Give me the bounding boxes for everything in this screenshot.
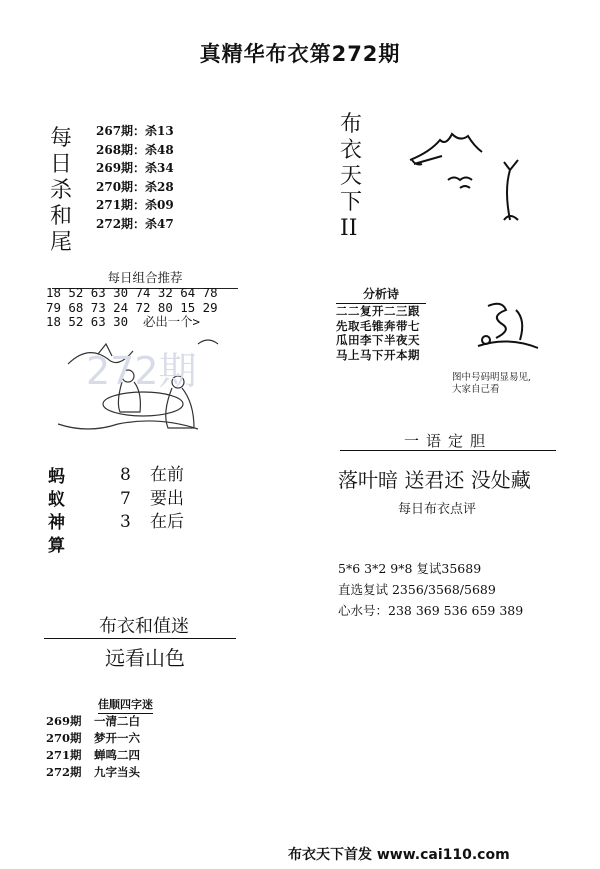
- yi-yu-value: 落叶暗 送君还 没处藏: [338, 468, 531, 492]
- list-item: 269期：杀34: [96, 161, 174, 176]
- figure-illustration: [38, 324, 248, 444]
- list-item: 271期：杀09: [96, 198, 174, 213]
- list-item: 269期 一清二白: [46, 714, 140, 728]
- kill-tail-list: [96, 122, 174, 234]
- he-zhi-value: 远看山色: [105, 646, 185, 670]
- combo-heading: 每日组合推荐: [52, 268, 238, 289]
- list-item: 272期：杀47: [96, 216, 174, 231]
- yi-yu-heading: 一语定胆: [403, 432, 492, 450]
- four-char-heading: 佳顺四字迷: [98, 696, 153, 714]
- mountain-bird-sketch: [400, 120, 550, 230]
- ant-god-label: 蚂 蚁 神 算: [48, 467, 65, 556]
- list-item: 7 要出: [120, 488, 184, 509]
- page-title: 真精华布衣第272期: [199, 42, 401, 66]
- list-item: 270期：杀28: [96, 179, 174, 194]
- four-char-list: [46, 713, 140, 781]
- poem-caption: 图中号码明显易见, 大家自己看: [452, 372, 532, 395]
- ant-god-list: [120, 464, 184, 535]
- list-item: 272期 九字当头: [46, 765, 140, 779]
- yi-yu-subtitle: 每日布衣点评: [398, 502, 477, 517]
- he-zhi-heading: 布衣和值迷: [99, 616, 189, 637]
- list-item: 271期 蝉鸣二四: [46, 748, 140, 762]
- list-item: 8 在前: [120, 465, 184, 485]
- buyi-tianxia-label: 布 衣 天 下 II: [340, 112, 363, 241]
- poem-sketch: [468, 296, 548, 356]
- list-item: 267期：杀13: [96, 124, 174, 138]
- divider: [44, 638, 236, 639]
- recommend-numbers: 5*6 3*2 9*8 复试35689 直选复试 2356/3568/5689 心水号：238 369 536 659 389: [338, 561, 524, 618]
- list-item: 3 在后: [120, 512, 184, 532]
- svg-text:272期: 272期: [86, 349, 197, 393]
- kill-tail-label: 每 日 杀 和 尾: [50, 126, 73, 255]
- list-item: 270期 梦开一六: [46, 731, 140, 745]
- divider: [340, 450, 556, 451]
- poem-lines: 二二复开二三跟 先取毛锥奔带七 瓜田李下半夜天 马上马下开本期: [336, 304, 420, 362]
- list-item: 268期：杀48: [96, 142, 174, 157]
- combo-numbers: 18 52 63 30 74 32 64 78 79 68 73 24 72 80 15 29 18 52 63 30 必出一个>: [46, 285, 218, 329]
- footer: 布衣天下首发 www.cai110.com: [288, 847, 510, 863]
- poem-heading: 分析诗: [336, 285, 426, 304]
